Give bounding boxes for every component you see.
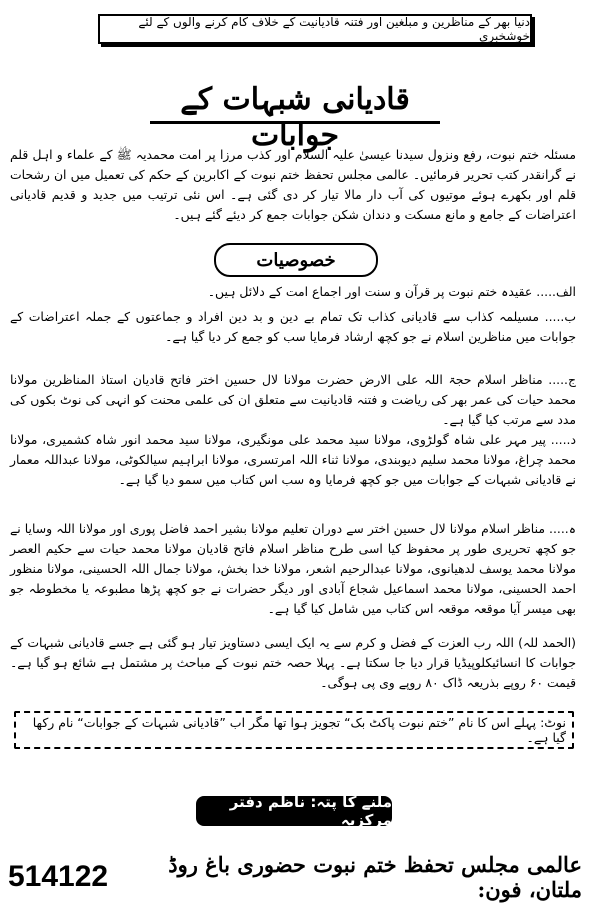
title-underline xyxy=(150,121,440,124)
note-text: نوٹ: پہلے اس کا نام ”ختم نبوت پاکٹ بک“ تجویز ہوا تھا مگر اب ”قادیانی شبہات کے جوابات“ نام رکھا گیا ہے۔ xyxy=(32,715,566,745)
footer-address: عالمی مجلس تحفظ ختم نبوت حضوری باغ روڈ ملتان، فون: xyxy=(168,852,582,902)
closing-paragraph: (الحمد للہ) اللہ رب العزت کے فضل و کرم سے یہ ایک ایسی دستاویز تیار ہو گئی ہے جسے قادیانی شبہات کے جوابات کا انسائیکلوپیڈیا قرار دیا جا سکتا ہے۔ پہلا حصہ ختم نبوت کے مباحث پر مشتمل ہے شائع ہو گیا ہے۔ قیمت ۶۰ روپے بذریعہ ڈاک ۸۰ روپے وی پی ہوگی۔ xyxy=(10,635,576,690)
feature-item-jeem: ج..... مناظر اسلام حجۃ اللہ علی الارض حضرت مولانا لال حسین اختر فاتح قادیان استاذ المناظرین مولانا محمد حیات کی عمر بھر کی ریاضت و فتنہ قادیانیت سے متعلق ان کی علمی محنت کو انہی کی نوٹ بکوں کی مدد سے مرتب کیا گیا ہے۔ xyxy=(10,372,576,427)
feature-item-be: ب..... مسیلمہ کذاب سے قادیانی کذاب تک تمام بے دین و بد دین افراد و جماعتوں کے جملہ اعتراضات کے جوابات میں مناظرین اسلام نے جو کچھ ارشاد فرمایا سب کو جمع کر دیا گیا ہے۔ xyxy=(10,309,576,344)
footer-phone: 514122 xyxy=(8,860,109,893)
features-heading-text: خصوصیات xyxy=(256,249,336,271)
feature-item-dal: د..... پیر مہر علی شاہ گولڑوی، مولانا سید محمد علی مونگیری، مولانا سید محمد انور شاہ کشمیری، مولانا محمد چراغ، مولانا محمد سلیم دیوبندی، مولانا ثناء اللہ امرتسری، مولانا ابراہیم سیالکوٹی، مولانا عبداللہ معمار نے قادیانی شبہات کے جوابات میں جو کچھ فرمایا وہ سب اس کتاب میں سمو دیا گیا ہے۔ xyxy=(10,432,576,487)
good-news-notice xyxy=(98,14,532,44)
feature-item-alif: الف..... عقیدہ ختم نبوت پر قرآن و سنت اور اجماع امت کے دلائل ہیں۔ xyxy=(207,284,576,299)
footer xyxy=(8,852,582,902)
note-box xyxy=(14,711,574,749)
page-title: قادیانی شبہات کے جوابات xyxy=(180,82,410,153)
address-banner xyxy=(196,793,392,829)
feature-item-he: ہ..... مناظر اسلام مولانا لال حسین اختر سے دوران تعلیم مولانا بشیر احمد فاضل پوری اور مولانا اللہ وسایا نے جو کچھ تحریری طور پر محفوظ کیا اسی طرح مناظر اسلام فاتح قادیان مولانا محمد حیات سے حکیم العصر مولانا محمد یوسف لدھیانوی، مولانا عبدالرحیم اشعر، مولانا خدا بخش، مولانا جمال اللہ الحسینی، مولانا منظور احمد الحسینی، مولانا محمد اسماعیل شجاع آبادی اور دیگر حضرات نے جو کچھ پڑھا مطبوعہ یا مخطوطہ جو بھی میسر آیا موقعہ موقعہ اس کتاب میں شامل کیا گیا ہے۔ xyxy=(10,521,576,616)
address-banner-text: ملنے کا پتہ: ناظم دفتر مرکزیہ xyxy=(229,793,392,829)
features-heading xyxy=(214,243,378,277)
good-news-text: دنیا بھر کے مناظرین و مبلغین اور فتنہ قادیانیت کے خلاف کام کرنے والوں کے لئے خوشخبری xyxy=(138,15,530,43)
intro-paragraph: مسئلہ ختم نبوت، رفع ونزول سیدنا عیسیٰ علیہ السلام اور کذب مرزا پر امت محمدیہ ﷺ کے علماء و اہل قلم نے گرانقدر کتب تحریر فرمائیں۔ عالمی مجلس تحفظ ختم نبوت کے اکابرین کے حکم کی تعمیل میں ان رشحات قلم اور بکھرے ہوئے موتیوں کی آب دار مالا تیار کر دی گئی ہے۔ اس نئی ترتیب میں جدید و قدیم قادیانی اعتراضات کے جامع و مانع مسکت و دندان شکن جوابات جمع کر دیئے گئے ہیں۔ xyxy=(10,147,576,222)
